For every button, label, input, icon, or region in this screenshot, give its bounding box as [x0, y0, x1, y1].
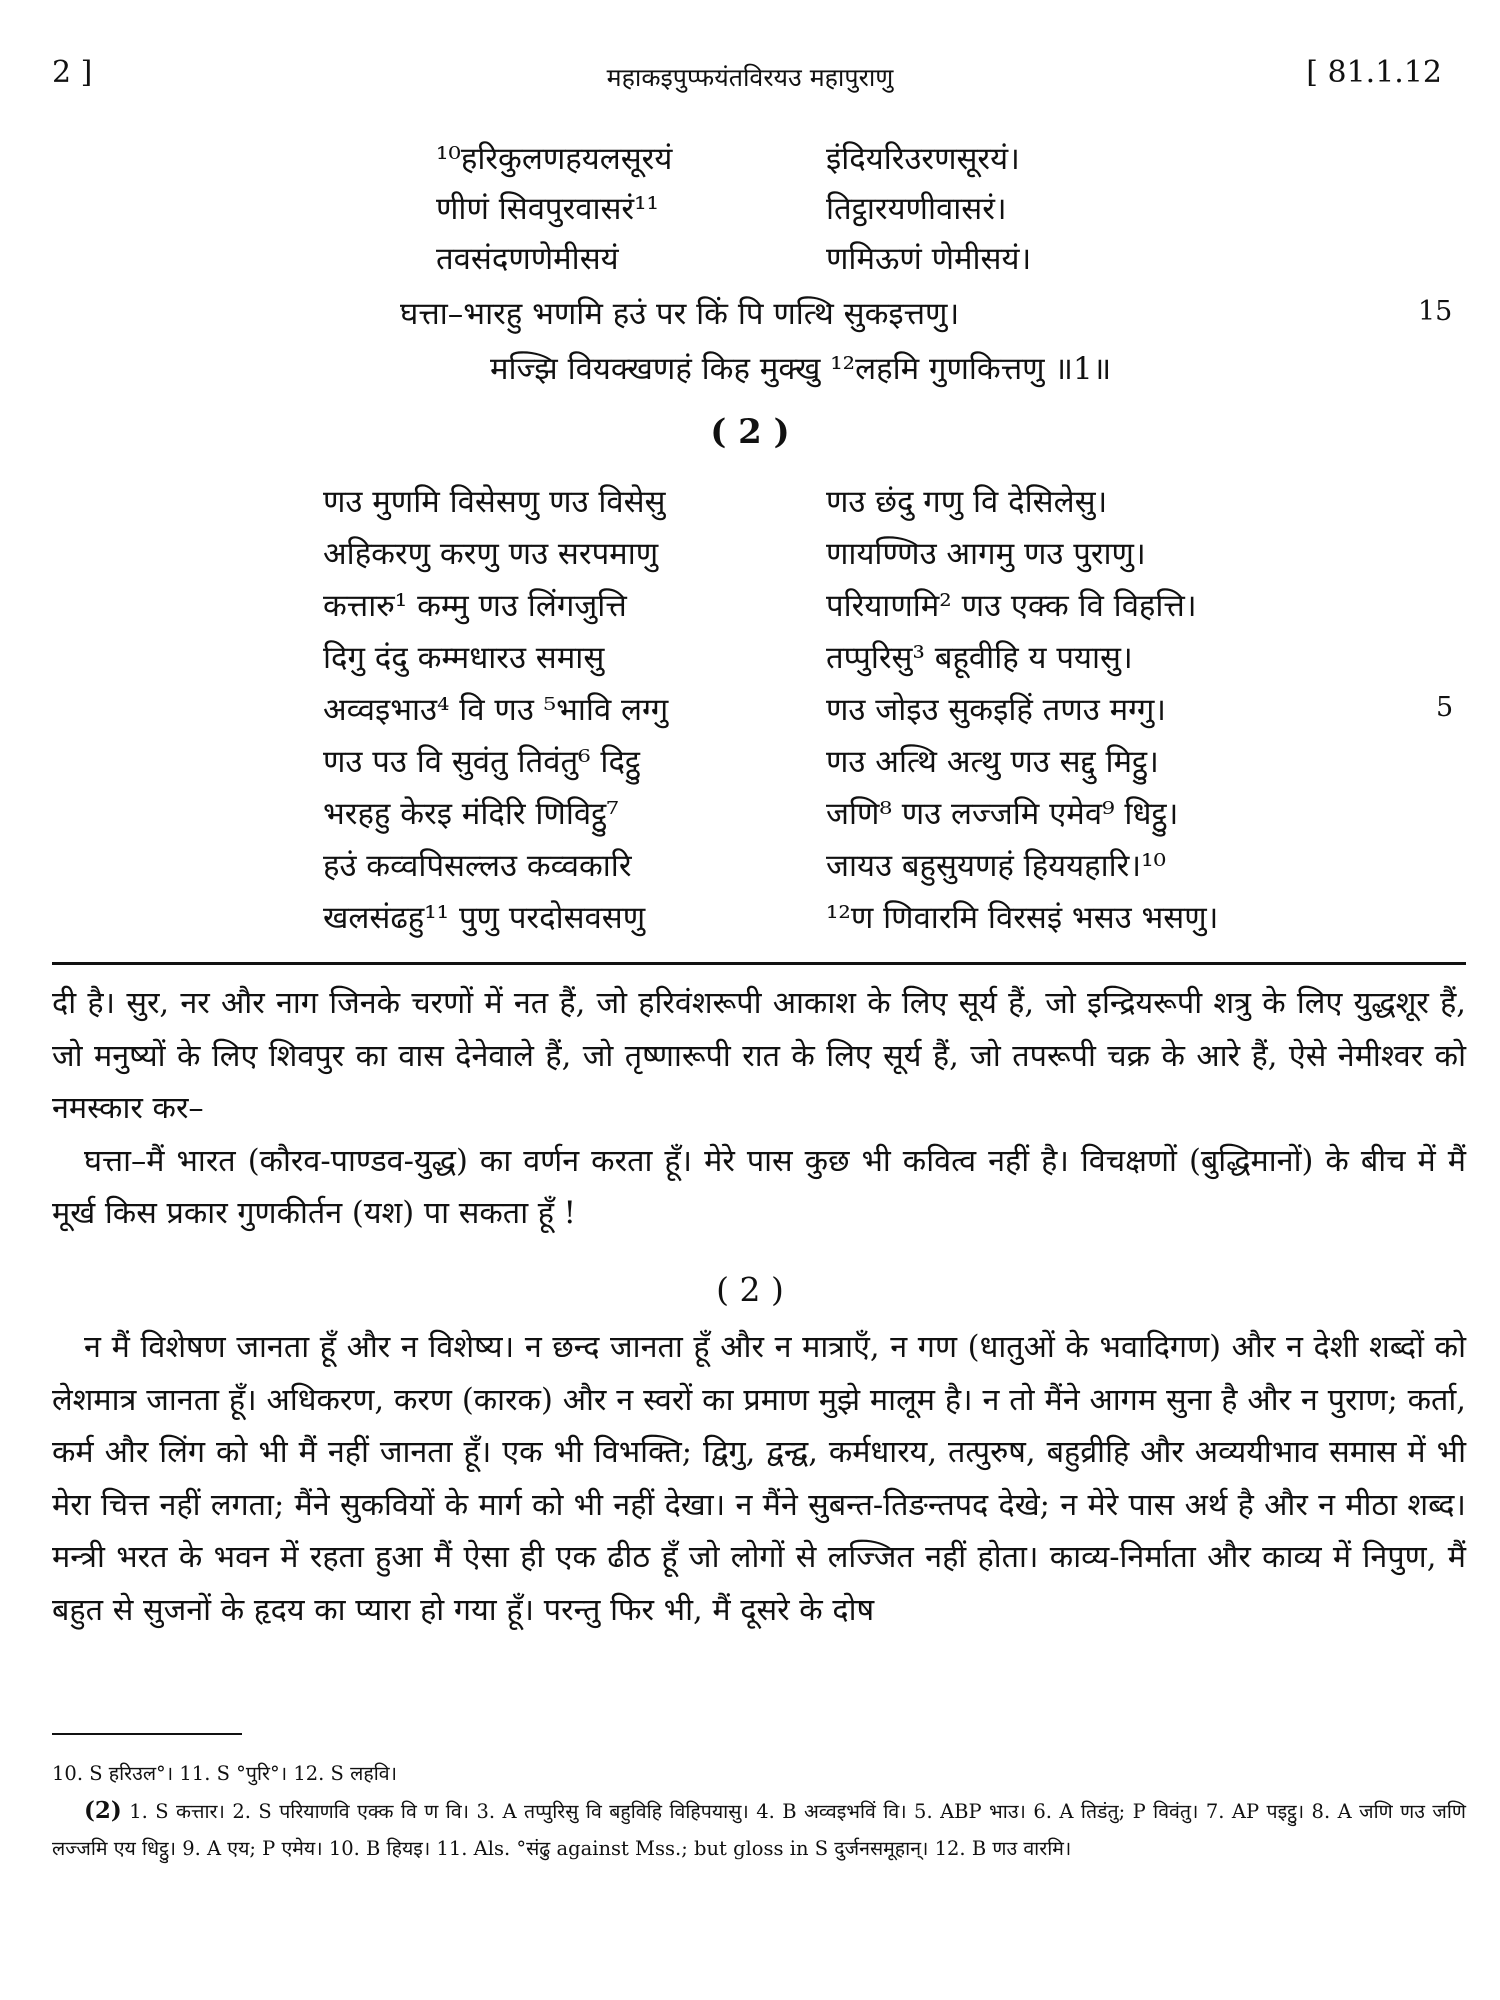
verse-line-right: णउ जोइउ सुकइहिं तणउ मग्गु।	[826, 692, 1167, 728]
verse-line-right: तिट्ठारयणीवासरं।	[826, 191, 1007, 227]
section-heading: ( 2 )	[710, 412, 790, 452]
verse-line-right: णउ अत्थि अत्थु णउ सद्दु मिट्ठु।	[826, 744, 1159, 780]
footnote-line	[52, 1792, 1466, 1867]
translation-paragraph: दी है। सुर, नर और नाग जिनके चरणों में नत हैं, जो हरिवंशरूपी आकाश के लिए सूर्य हैं, जो इन्द्रियरूपी शत्रु के लिए युद्धशूर हैं, जो मनुष्यों के लिए शिवपुर का वास देनेवाले हैं, जो तृष्णारूपी रात के लिए सूर्य हैं, जो तपरूपी चक्र के आरे हैं, ऐसे नेमीश्वर को नमस्कार कर–	[52, 986, 1466, 1126]
footnote-section-marker: (2)	[84, 1797, 122, 1824]
ghatta-line-2: मज्झि वियक्खणहं किह मुक्खु ¹²लहमि गुणकित्तणु ॥1॥	[490, 351, 1112, 387]
verse-line-right: णायण्णिउ आगमु णउ पुराणु।	[826, 536, 1146, 572]
verse-line-left: तवसंदणणेमीसयं	[436, 241, 619, 277]
verse-reference: [ 81.1.12	[1306, 55, 1442, 90]
footnotes	[52, 1755, 1466, 1867]
verse-line-right: तप्पुरिसु³ बहूवीहि य पयासु।	[826, 640, 1133, 676]
translation-block-1	[52, 978, 1466, 1241]
verse-line-left: हउं कव्वपिसल्लउ कव्वकारि	[323, 848, 632, 884]
running-title: महाकइपुप्फयंतविरयउ महापुराणु	[606, 63, 894, 92]
page-number: 2 ]	[52, 55, 93, 90]
verse-line-right: णउ छंदु गणु वि देसिलेसु।	[826, 484, 1108, 520]
verse-line-right: जणि⁸ णउ लज्जमि एमेव⁹ धिट्ठु।	[826, 796, 1179, 832]
ghatta-line-1: घत्ता–भारहु भणमि हउं पर किं पि णत्थि सुकइत्तणु।	[400, 296, 960, 332]
separator-rule	[52, 962, 1466, 965]
footnote-line: 10. S हरिउल°। 11. S °पुरि°। 12. S लहवि।	[52, 1762, 397, 1785]
line-number: 15	[1418, 296, 1453, 327]
verse-line-left: णउ मुणमि विसेसणु णउ विसेसु	[323, 484, 666, 520]
verse-line-left: भरहहु केरइ मंदिरि णिविट्ठु⁷	[323, 796, 619, 832]
translation-section-heading: ( 2 )	[716, 1270, 784, 1309]
verse-line-left: णीणं सिवपुरवासरं¹¹	[436, 191, 659, 227]
verse-line-right: इंदियरिउरणसूरयं।	[826, 141, 1020, 177]
translation-ghatta: घत्ता–मैं भारत (कौरव-पाण्डव-युद्ध) का वर्णन करता हूँ। मेरे पास कुछ भी कवित्व नहीं है। विचक्षणों (बुद्धिमानों) के बीच में मैं मूर्ख किस प्रकार गुणकीर्तन (यश) पा सकता हूँ !	[52, 1143, 1466, 1231]
verse-line-left: कत्तारु¹ कम्मु णउ लिंगजुत्ति	[323, 588, 627, 624]
verse-line-left: णउ पउ वि सुवंतु तिवंतु⁶ दिट्ठु	[323, 744, 641, 780]
verse-line-right: जायउ बहुसुयणहं हिययहारि।¹⁰	[826, 848, 1166, 884]
line-number: 5	[1436, 692, 1454, 723]
verse-line-right: ¹²ण णिवारमि विरसइं भसउ भसणु।	[826, 900, 1219, 936]
footnote-text: 1. S कत्तार। 2. S परियाणवि एक्क वि ण वि। 3. A तप्पुरिसु वि बहुविहि विहिपयासु। 4. B अव्वइभविं वि। 5. ABP भाउ। 6. A तिडंतु; P विवंतु। 7. AP पइट्ठु। 8. A जणि णउ जणि लज्जमि एय धिट्ठु। 9. A एय; P एमेय। 10. B हियइ। 11. Als. °संढु against Mss.; but gloss in S दुर्जनसमूहान्। 12. B णउ वारमि।	[52, 1800, 1466, 1860]
verse-line-left: ¹⁰हरिकुलणहयलसूरयं	[436, 141, 673, 177]
verse-line-left: अव्वइभाउ⁴ वि णउ ⁵भावि लग्गु	[323, 692, 669, 728]
verse-line-left: खलसंढहु¹¹ पुणु परदोसवसणु	[323, 900, 646, 936]
footnote-rule	[52, 1733, 242, 1735]
verse-line-right: परियाणमि² णउ एक्क वि विहत्ति।	[826, 588, 1197, 624]
verse-line-left: दिगु दंदु कम्मधारउ समासु	[323, 640, 605, 676]
translation-paragraph: न मैं विशेषण जानता हूँ और न विशेष्य। न छन्द जानता हूँ और न मात्राएँ, न गण (धातुओं के भवादिगण) और न देशी शब्दों को लेशमात्र जानता हूँ। अधिकरण, करण (कारक) और न स्वरों का प्रमाण मुझे मालूम है। न तो मैंने आगम सुना है और न पुराण; कर्ता, कर्म और लिंग को भी मैं नहीं जानता हूँ। एक भी विभक्ति; द्विगु, द्वन्द्व, कर्मधारय, तत्पुरुष, बहुव्रीहि और अव्ययीभाव समास में भी मेरा चित्त नहीं लगता; मैंने सुकवियों के मार्ग को भी नहीं देखा। न मैंने सुबन्त-तिङन्तपद देखे; न मेरे पास अर्थ है और न मीठा शब्द। मन्त्री भरत के भवन में रहता हुआ मैं ऐसा ही एक ढीठ हूँ जो लोगों से लज्जित नहीं होता। काव्य-निर्माता और काव्य में निपुण, मैं बहुत से सुजनों के हृदय का प्यारा हो गया हूँ। परन्तु फिर भी, मैं दूसरे के दोष	[52, 1330, 1466, 1628]
verse-line-right: णमिऊणं णेमीसयं।	[826, 241, 1032, 277]
verse-line-left: अहिकरणु करणु णउ सरपमाणु	[323, 536, 659, 572]
translation-block-2	[52, 1322, 1466, 1637]
